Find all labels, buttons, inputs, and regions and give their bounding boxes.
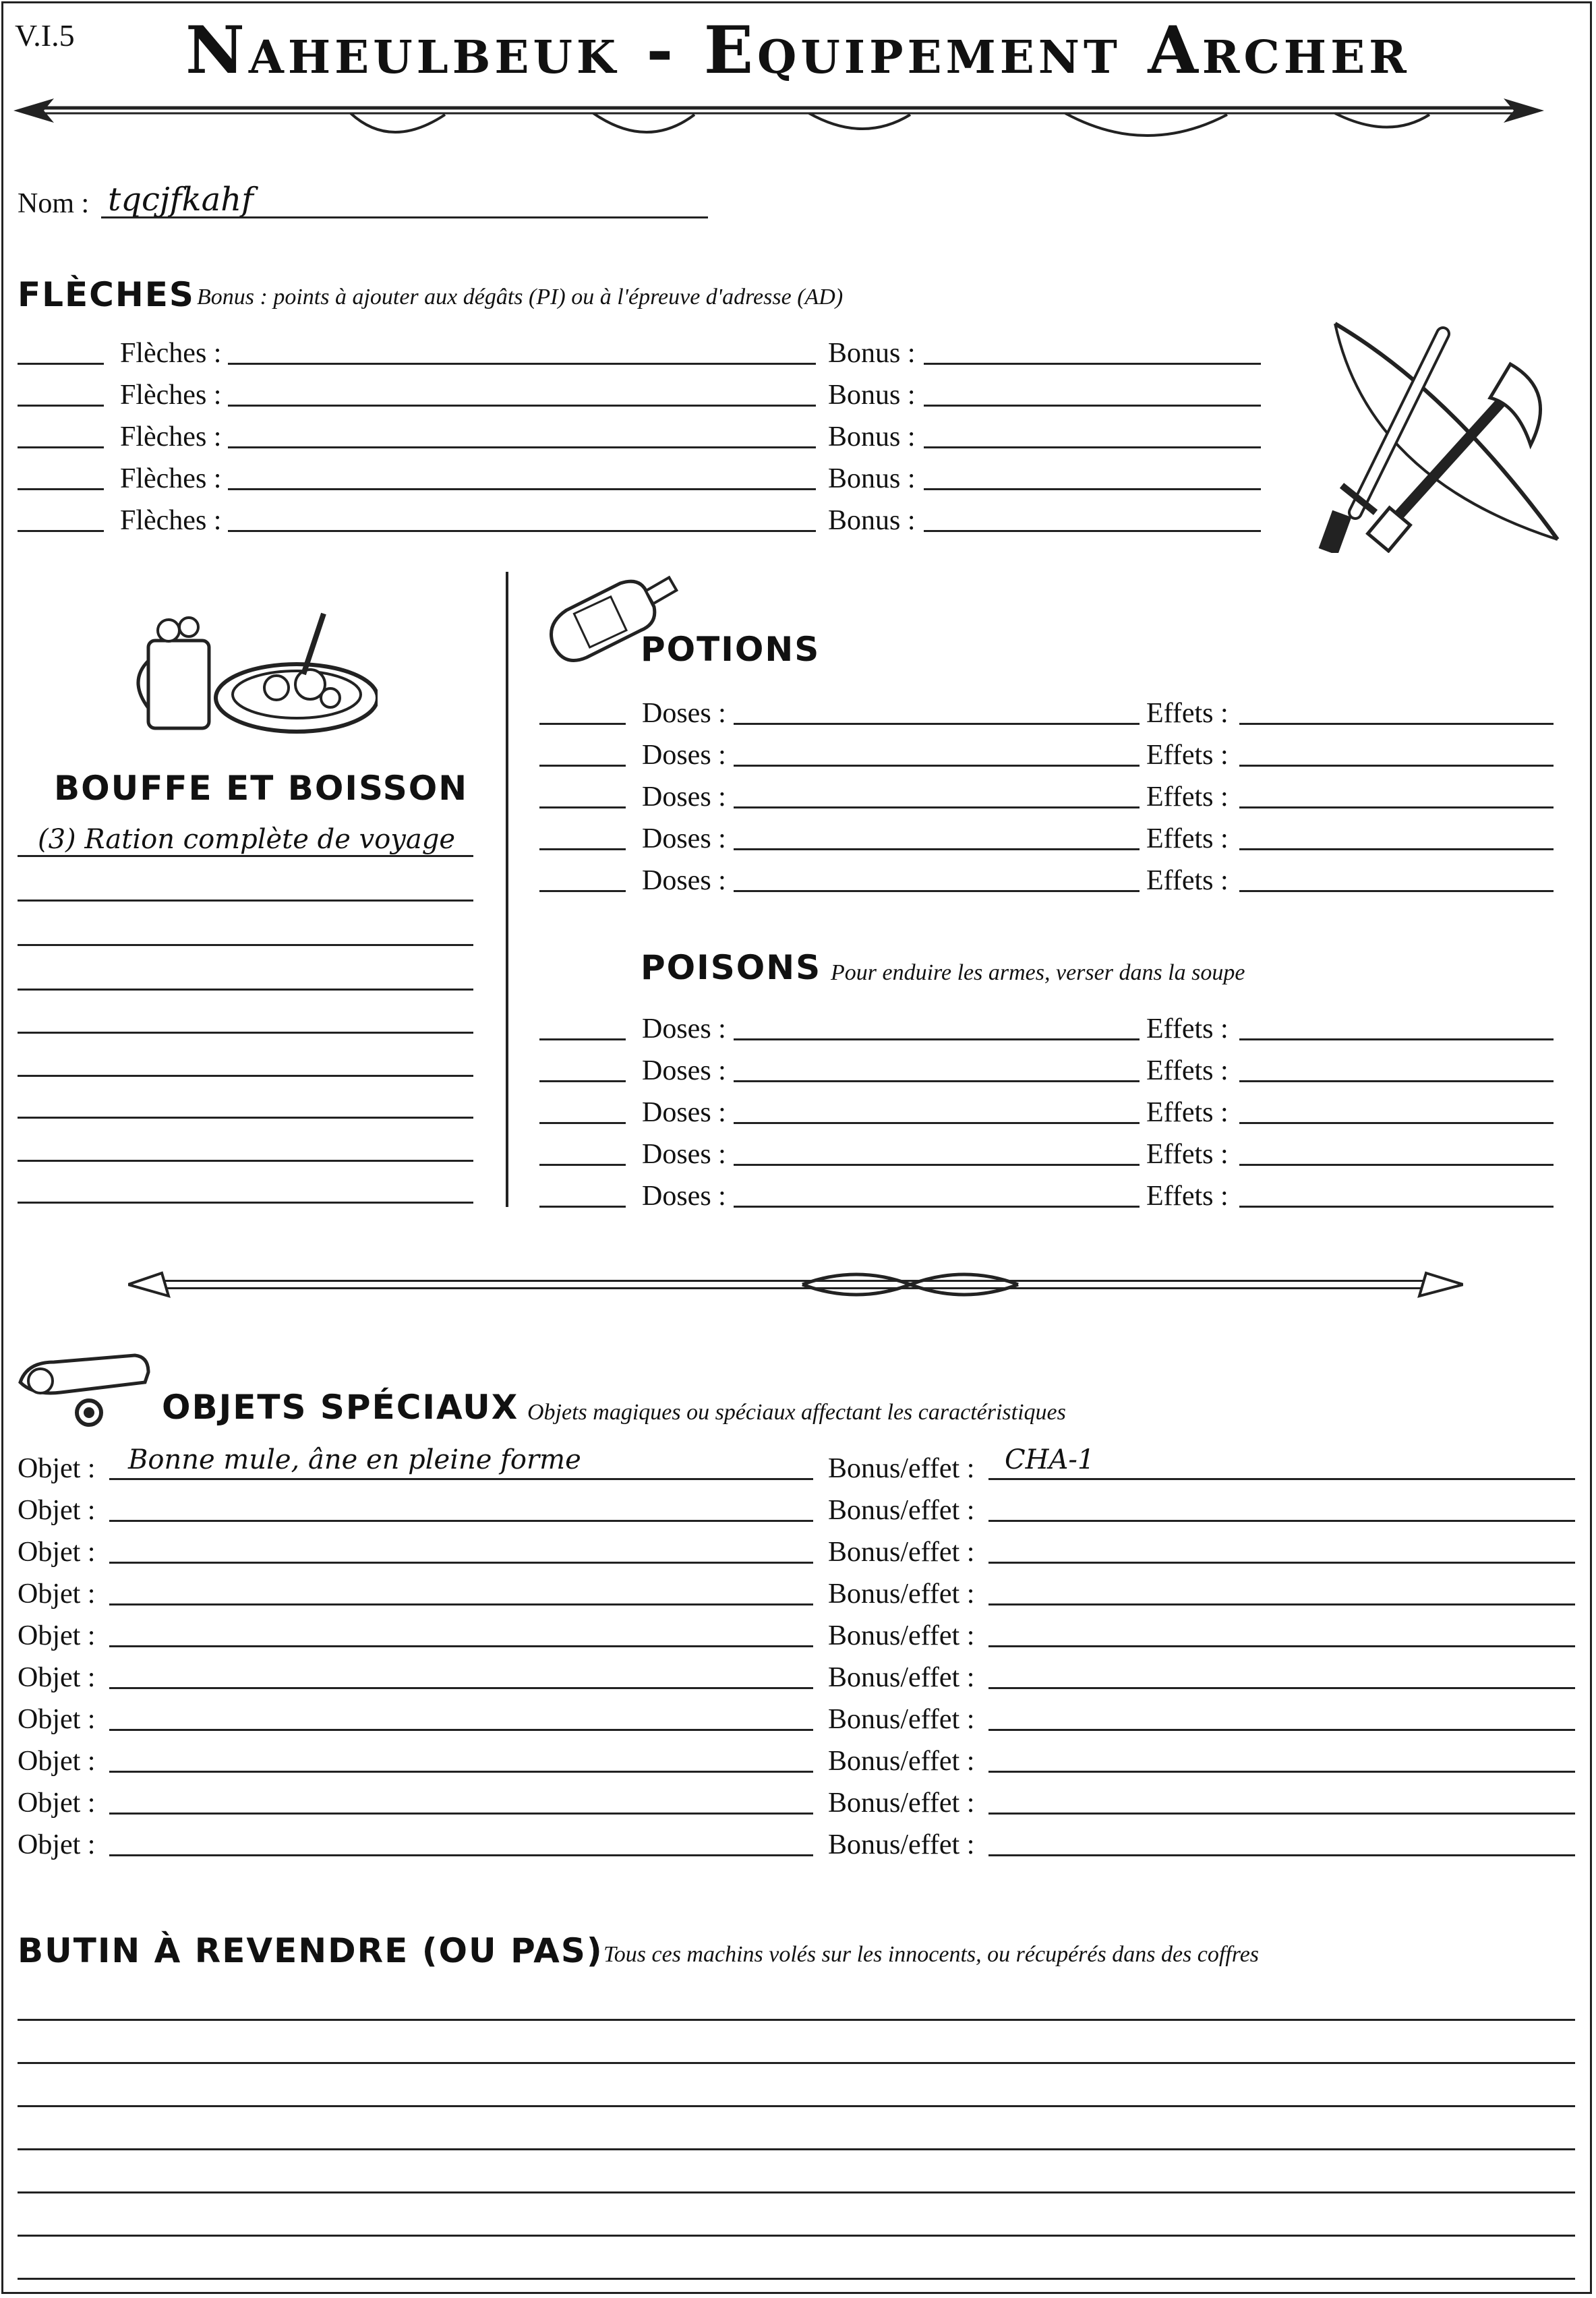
fleches-label: Flèches : [120,421,222,452]
butin-subtitle: Tous ces machins volés sur les innocents, ou récupérés dans des coffres [603,1942,1260,1967]
poisons-qty-field[interactable] [539,1206,626,1208]
fleches-qty-field[interactable] [18,405,104,407]
poisons-doses-field[interactable] [734,1080,1140,1082]
objet-name-field[interactable] [109,1603,813,1605]
potions-doses-label: Doses : [642,782,726,813]
fleches-qty-field[interactable] [18,446,104,448]
butin-line[interactable] [18,2148,1575,2150]
bouffe-line[interactable] [18,1160,473,1162]
objet-name-field[interactable] [109,1562,813,1564]
poisons-effets-field[interactable] [1239,1038,1554,1040]
fleches-name-field[interactable] [228,446,816,448]
objet-bonus-field[interactable] [988,1771,1575,1773]
potions-doses-field[interactable] [734,848,1140,850]
objet-bonus-label: Bonus/effet : [828,1495,975,1526]
poisons-doses-label: Doses : [642,1097,726,1128]
fleches-label: Flèches : [120,505,222,536]
poisons-effets-label: Effets : [1146,1097,1229,1128]
objet-label: Objet : [18,1829,96,1860]
name-label: Nom : [18,188,90,219]
potions-effets-field[interactable] [1239,890,1554,892]
fleches-qty-field[interactable] [18,530,104,532]
objet-label: Objet : [18,1495,96,1526]
objet-name-field[interactable] [109,1478,813,1480]
objet-bonus-field[interactable] [988,1520,1575,1522]
column-divider [506,572,508,1207]
objet-bonus-label: Bonus/effet : [828,1662,975,1693]
objet-bonus-field[interactable] [988,1645,1575,1647]
objet-name-field[interactable] [109,1687,813,1689]
butin-line[interactable] [18,2019,1575,2021]
potions-effets-label: Effets : [1146,698,1229,729]
potions-doses-field[interactable] [734,890,1140,892]
potions-qty-field[interactable] [539,848,626,850]
potions-effets-label: Effets : [1146,865,1229,896]
objet-bonus-label: Bonus/effet : [828,1453,975,1484]
bouffe-line[interactable] [18,900,473,902]
poisons-effets-label: Effets : [1146,1013,1229,1044]
fleches-subtitle: Bonus : points à ajouter aux dégâts (PI) ou à l'épreuve d'adresse (AD) [197,285,844,310]
potions-qty-field[interactable] [539,890,626,892]
objet-name-field[interactable] [109,1771,813,1773]
objet-bonus-field[interactable] [988,1687,1575,1689]
fleches-bonus-field[interactable] [924,405,1261,407]
butin-line[interactable] [18,2105,1575,2107]
fleches-name-field[interactable] [228,530,816,532]
poisons-effets-label: Effets : [1146,1139,1229,1170]
poisons-qty-field[interactable] [539,1122,626,1124]
objet-bonus-label: Bonus/effet : [828,1620,975,1651]
potions-doses-label: Doses : [642,865,726,896]
fleches-bonus-label: Bonus : [828,338,916,369]
potions-doses-field[interactable] [734,765,1140,767]
potions-doses-label: Doses : [642,740,726,771]
fleches-bonus-field[interactable] [924,488,1261,490]
fleches-label: Flèches : [120,463,222,494]
objet-label: Objet : [18,1746,96,1777]
poisons-doses-field[interactable] [734,1122,1140,1124]
objet-bonus-field[interactable] [988,1729,1575,1731]
objet-name-field[interactable] [109,1729,813,1731]
fleches-bonus-label: Bonus : [828,380,916,411]
poisons-effets-label: Effets : [1146,1055,1229,1086]
objet-bonus-label: Bonus/effet : [828,1788,975,1819]
butin-line[interactable] [18,2278,1575,2280]
objet-name-field[interactable] [109,1520,813,1522]
objet-bonus-label: Bonus/effet : [828,1746,975,1777]
objet-bonus-field[interactable] [988,1478,1575,1480]
bouffe-line[interactable] [18,855,473,857]
poisons-effets-field[interactable] [1239,1206,1554,1208]
version-label: V.I.5 [15,18,75,53]
fleches-name-field[interactable] [228,405,816,407]
arrow-divider-icon [13,86,1544,147]
objet-name-field[interactable] [109,1854,813,1856]
objet-label: Objet : [18,1704,96,1735]
objet-label: Objet : [18,1620,96,1651]
potions-qty-field[interactable] [539,723,626,725]
fleches-bonus-field[interactable] [924,446,1261,448]
fleches-bonus-label: Bonus : [828,505,916,536]
objets-first-bonus[interactable]: CHA-1 [1005,1444,1095,1475]
poisons-effets-field[interactable] [1239,1122,1554,1124]
food-drink-icon [135,600,378,742]
name-field[interactable] [101,216,708,218]
potions-effets-label: Effets : [1146,740,1229,771]
objet-bonus-label: Bonus/effet : [828,1537,975,1568]
bouffe-heading: BOUFFE ET BOISSON [54,769,469,808]
poisons-heading: POISONS [641,948,822,987]
potions-doses-field[interactable] [734,723,1140,725]
objet-label: Objet : [18,1537,96,1568]
butin-line[interactable] [18,2191,1575,2193]
poisons-doses-label: Doses : [642,1013,726,1044]
fleches-heading: FLÈCHES [18,275,195,314]
fleches-label: Flèches : [120,380,222,411]
bouffe-line[interactable] [18,1117,473,1119]
potions-effets-field[interactable] [1239,848,1554,850]
bouffe-line[interactable] [18,989,473,991]
potions-qty-field[interactable] [539,765,626,767]
potions-effets-field[interactable] [1239,806,1554,808]
potions-effets-label: Effets : [1146,782,1229,813]
poisons-doses-field[interactable] [734,1038,1140,1040]
poisons-doses-field[interactable] [734,1206,1140,1208]
poisons-effets-field[interactable] [1239,1164,1554,1166]
fleches-bonus-label: Bonus : [828,421,916,452]
objets-subtitle: Objets magiques ou spéciaux affectant les caractéristiques [527,1400,1066,1425]
poisons-qty-field[interactable] [539,1164,626,1166]
potions-doses-field[interactable] [734,806,1140,808]
fleches-bonus-field[interactable] [924,363,1261,365]
poisons-effets-label: Effets : [1146,1181,1229,1212]
objet-bonus-label: Bonus/effet : [828,1829,975,1860]
potions-doses-label: Doses : [642,698,726,729]
objet-label: Objet : [18,1579,96,1610]
potions-heading: POTIONS [641,630,821,669]
staff-divider-icon [128,1261,1463,1308]
fleches-bonus-label: Bonus : [828,463,916,494]
fleches-qty-field[interactable] [18,363,104,365]
scroll-ring-icon [13,1342,162,1430]
objet-bonus-field[interactable] [988,1603,1575,1605]
objet-bonus-field[interactable] [988,1562,1575,1564]
fleches-name-field[interactable] [228,488,816,490]
name-value[interactable]: tqcjfkahf [108,181,254,218]
poisons-effets-field[interactable] [1239,1080,1554,1082]
objet-bonus-label: Bonus/effet : [828,1704,975,1735]
fleches-label: Flèches : [120,338,222,369]
poisons-doses-label: Doses : [642,1181,726,1212]
bouffe-line[interactable] [18,1032,473,1034]
objet-bonus-label: Bonus/effet : [828,1579,975,1610]
butin-line[interactable] [18,2235,1575,2237]
objet-label: Objet : [18,1788,96,1819]
bouffe-line[interactable] [18,1202,473,1204]
potions-effets-field[interactable] [1239,765,1554,767]
poisons-doses-field[interactable] [734,1164,1140,1166]
bouffe-line[interactable] [18,1075,473,1077]
bouffe-first-entry[interactable]: (3) Ration complète de voyage [38,824,456,855]
objet-bonus-field[interactable] [988,1854,1575,1856]
fleches-qty-field[interactable] [18,488,104,490]
potions-effets-field[interactable] [1239,723,1554,725]
objets-heading: OBJETS SPÉCIAUX [162,1388,519,1427]
page-title: Naheulbeuk - Equipement Archer [185,12,1411,88]
objet-label: Objet : [18,1453,96,1484]
potions-effets-label: Effets : [1146,823,1229,854]
objet-name-field[interactable] [109,1813,813,1815]
poisons-subtitle: Pour enduire les armes, verser dans la soupe [831,960,1245,985]
poisons-doses-label: Doses : [642,1139,726,1170]
fleches-bonus-field[interactable] [924,530,1261,532]
butin-line[interactable] [18,2062,1575,2064]
bouffe-line[interactable] [18,944,473,946]
potions-qty-field[interactable] [539,806,626,808]
objets-first-object[interactable]: Bonne mule, âne en pleine forme [128,1444,581,1475]
crossed-weapons-icon [1315,310,1571,553]
objet-label: Objet : [18,1662,96,1693]
fleches-name-field[interactable] [228,363,816,365]
poisons-qty-field[interactable] [539,1038,626,1040]
potions-doses-label: Doses : [642,823,726,854]
objet-bonus-field[interactable] [988,1813,1575,1815]
poisons-qty-field[interactable] [539,1080,626,1082]
poisons-doses-label: Doses : [642,1055,726,1086]
objet-name-field[interactable] [109,1645,813,1647]
butin-heading: BUTIN À REVENDRE (OU PAS) [18,1931,603,1970]
